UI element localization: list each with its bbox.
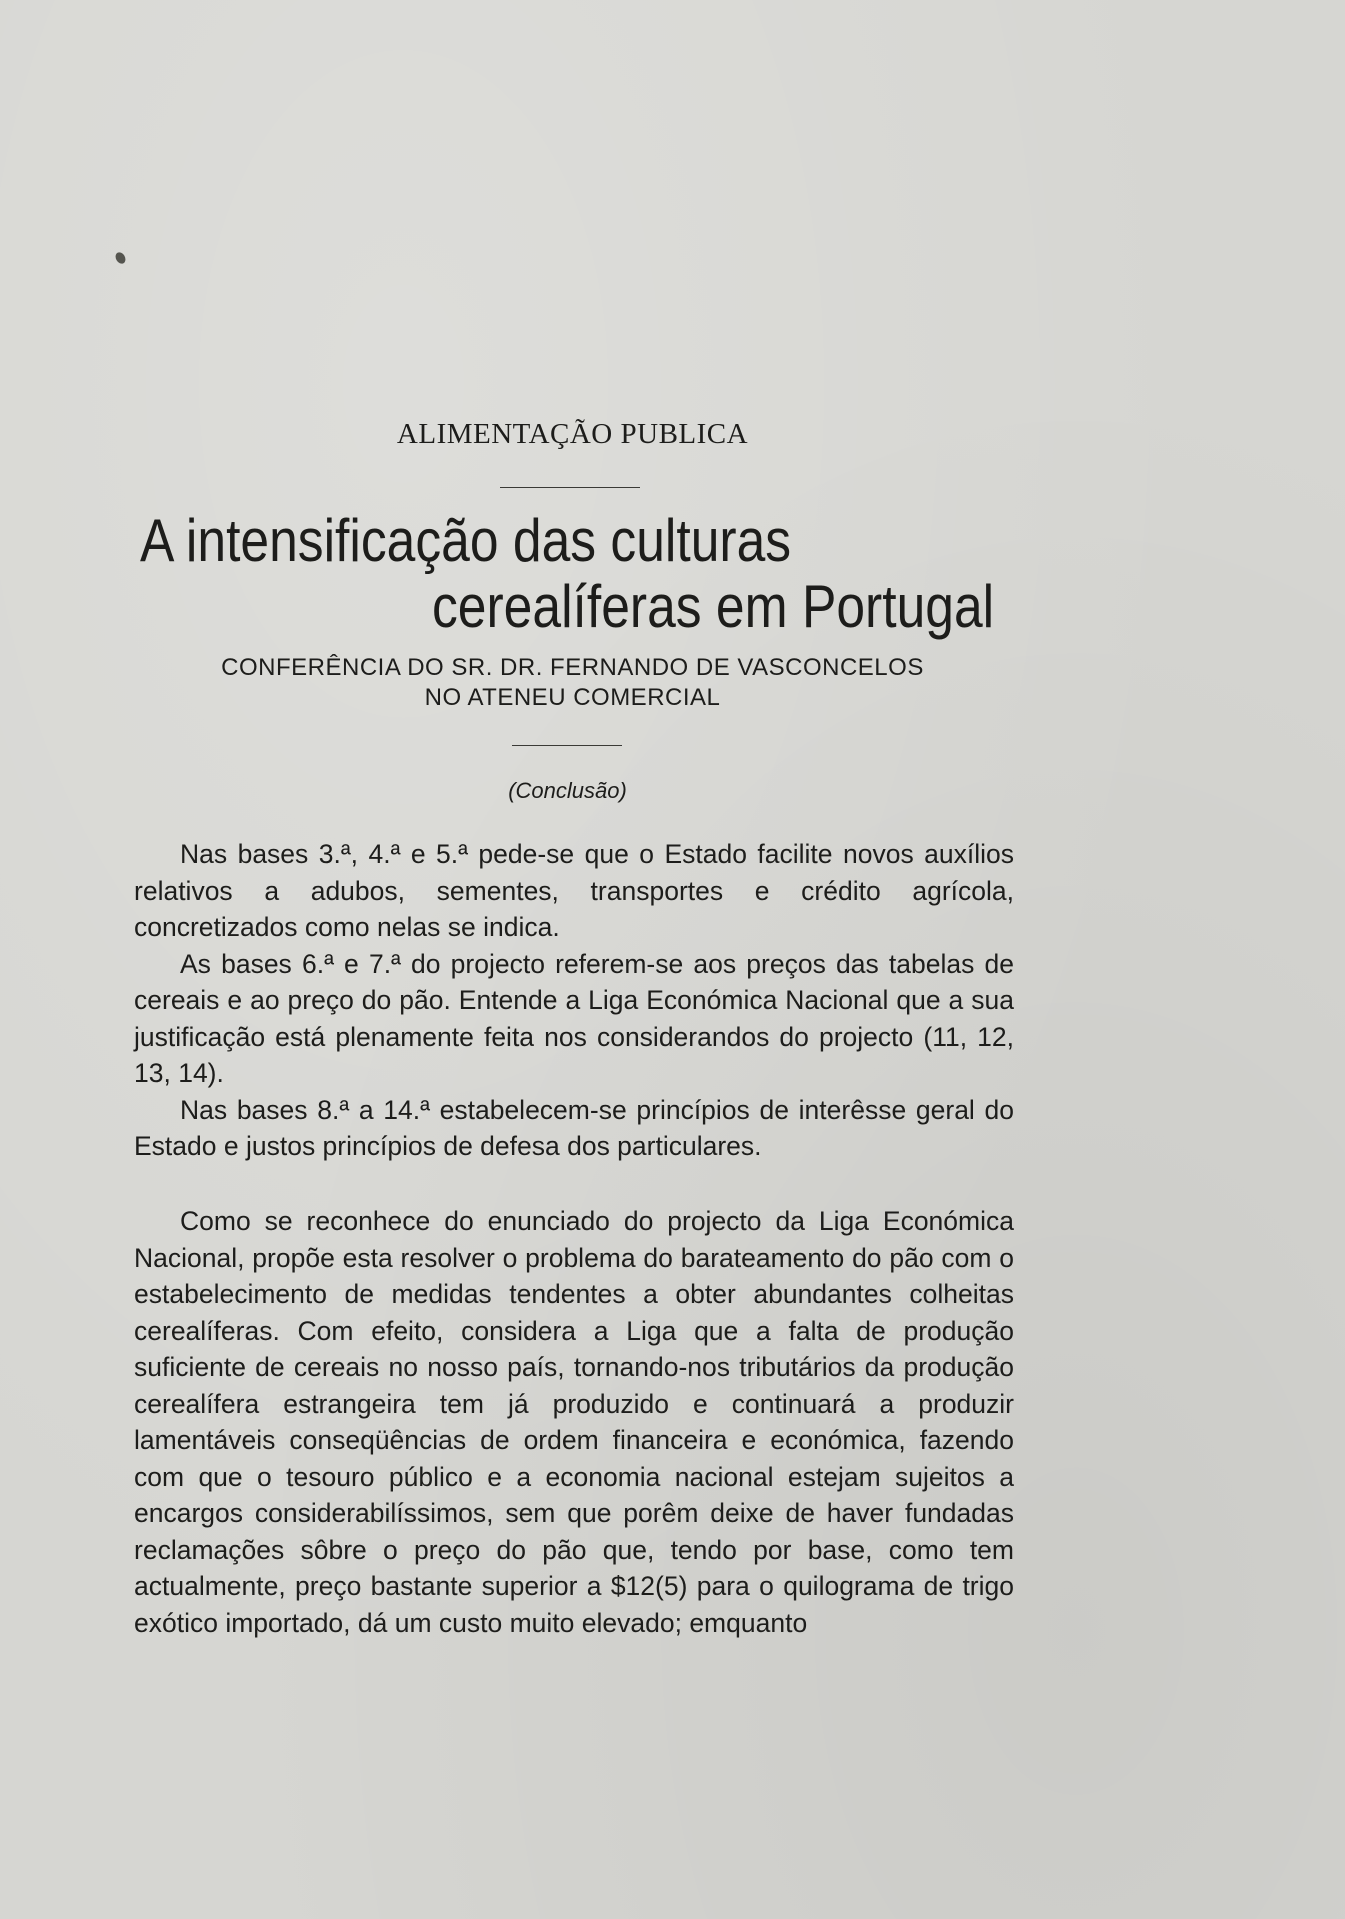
continuation-note: (Conclusão) (508, 778, 627, 803)
section-title: ALIMENTAÇÃO PUBLICA (396, 418, 749, 450)
paragraph: Nas bases 3.ª, 4.ª e 5.ª pede-se que o Estado facilite novos auxílios relativos a adubos, sementes, transportes e crédito agrícola, concretizados como nelas se indica. (134, 839, 1014, 942)
body-text-block-1 (134, 836, 1014, 1165)
paragraph: As bases 6.ª e 7.ª do projecto referem-se aos preços das tabelas de cereais e ao preço do pão. Entende a Liga Económica Nacional que a sua justificação está plenamente feita nos considerandos do projecto (11, 12, 13, 14). (134, 948, 1014, 1088)
byline-line-1: CONFERÊNCIA DO SR. DR. FERNANDO DE VASCONCELOS (221, 654, 924, 681)
ink-speck (114, 251, 128, 266)
paragraph: Como se reconhece do enunciado do projecto da Liga Económica Nacional, propõe esta resolver o problema do barateamento do pão com o estabelecimento de medidas tendentes a obter abundantes colheitas cerealíferas. Com efeito, considera a Liga que a falta de produção suficiente de cereais no nosso país, tornando-nos tributários da produção cerealífera estrangeira tem já produzido e continuará a produzir lamentáveis conseqüências de ordem financeira e económica, fazendo com que o tesouro público e a economia nacional estejam sujeitos a encargos considerabilíssimos, sem que porêm deixe de haver fundadas reclamações sôbre o preço do pão que, tendo por base, como tem actualmente, preço bastante superior a $12(5) para o quilograma de trigo exótico importado, dá um custo muito elevado; emquanto (134, 1206, 1014, 1638)
byline-rule (512, 745, 622, 746)
paragraph: Nas bases 8.ª a 14.ª estabelecem-se princípios de interêsse geral do Estado e justos princípios de defesa dos particulares. (134, 1094, 1014, 1161)
headline-line-2: cerealíferas em Portugal (432, 573, 995, 640)
byline-line-2: NO ATENEU COMERCIAL (424, 684, 721, 711)
title-rule (500, 487, 640, 488)
headline-line-1: A intensificação das culturas (140, 507, 792, 574)
body-text-block-2 (134, 1203, 1014, 1641)
